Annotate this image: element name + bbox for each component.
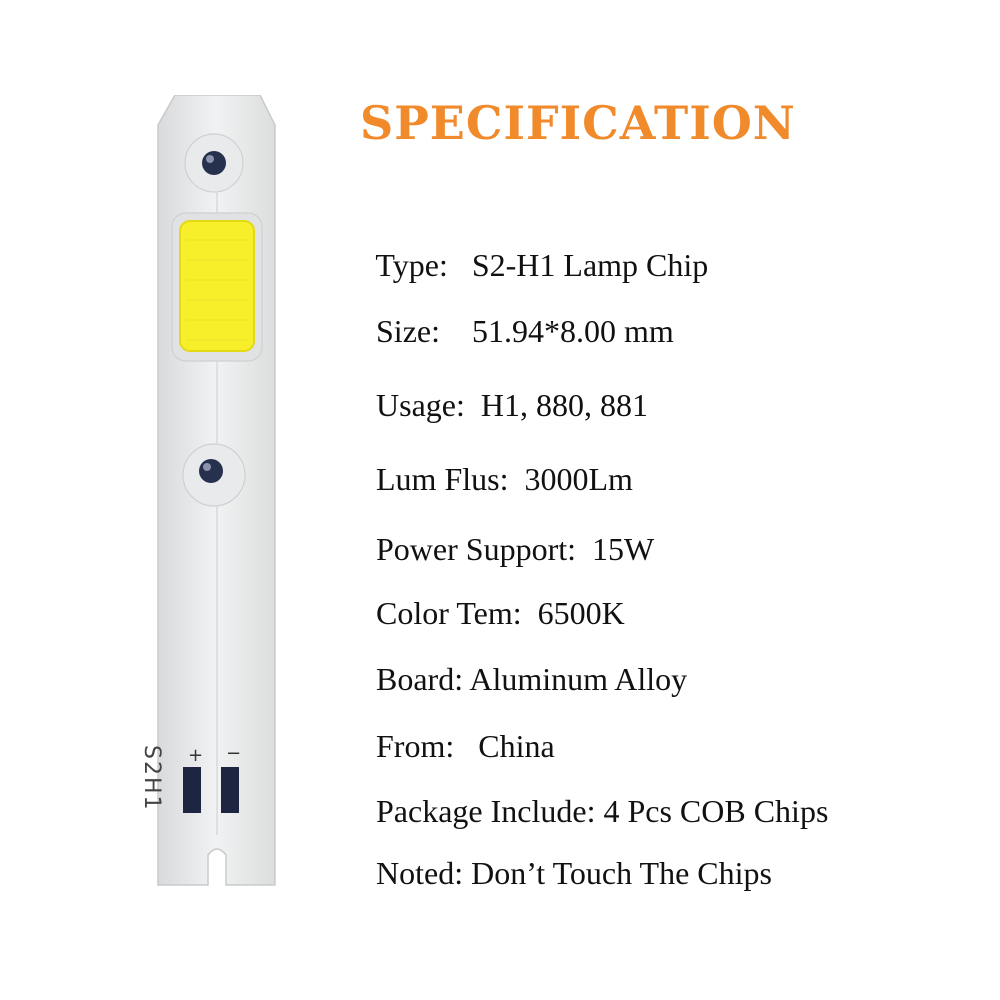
spec-lum-flux	[360, 424, 633, 498]
spec-value: 3000Lm	[524, 461, 633, 497]
cob-board-graphic	[150, 95, 285, 895]
page-title: SPECIFICATION	[360, 96, 796, 150]
spec-key: Usage:	[376, 387, 465, 423]
spec-value: Aluminum Alloy	[469, 661, 688, 697]
spec-board	[360, 624, 687, 698]
spec-value: 6500K	[537, 595, 625, 631]
pad-negative	[221, 767, 239, 813]
spec-color-temp	[360, 558, 625, 632]
spec-power	[360, 494, 654, 568]
spec-origin	[360, 691, 555, 765]
cob-chip-image	[139, 95, 285, 895]
spec-note	[360, 818, 772, 892]
spec-usage	[360, 350, 648, 424]
spec-value: 51.94*8.00 mm	[471, 313, 674, 349]
chip-model-label: S2H1	[139, 745, 164, 812]
spec-value: H1, 880, 881	[480, 387, 648, 423]
spec-value: China	[478, 728, 555, 764]
spec-key: Noted:	[376, 855, 464, 891]
plus-sign: +	[188, 745, 204, 766]
pad-positive	[183, 767, 201, 813]
spec-key: Board:	[376, 661, 464, 697]
minus-sign: −	[226, 743, 242, 764]
spec-value: S2-H1 Lamp Chip	[471, 247, 709, 283]
spec-value: 15W	[592, 531, 655, 567]
spec-key: Power Support:	[376, 531, 576, 567]
spec-key: From:	[376, 728, 455, 764]
spec-size	[360, 276, 674, 350]
spec-type	[360, 210, 708, 284]
spec-key: Package Include:	[376, 793, 596, 829]
spec-key: Color Tem:	[376, 595, 522, 631]
spec-value: 4 Pcs COB Chips	[603, 793, 829, 829]
spec-key: Lum Flus:	[376, 461, 509, 497]
spec-value: Don’t Touch The Chips	[471, 855, 772, 891]
spec-key: Type:	[375, 247, 448, 283]
spec-key: Size:	[376, 313, 440, 349]
